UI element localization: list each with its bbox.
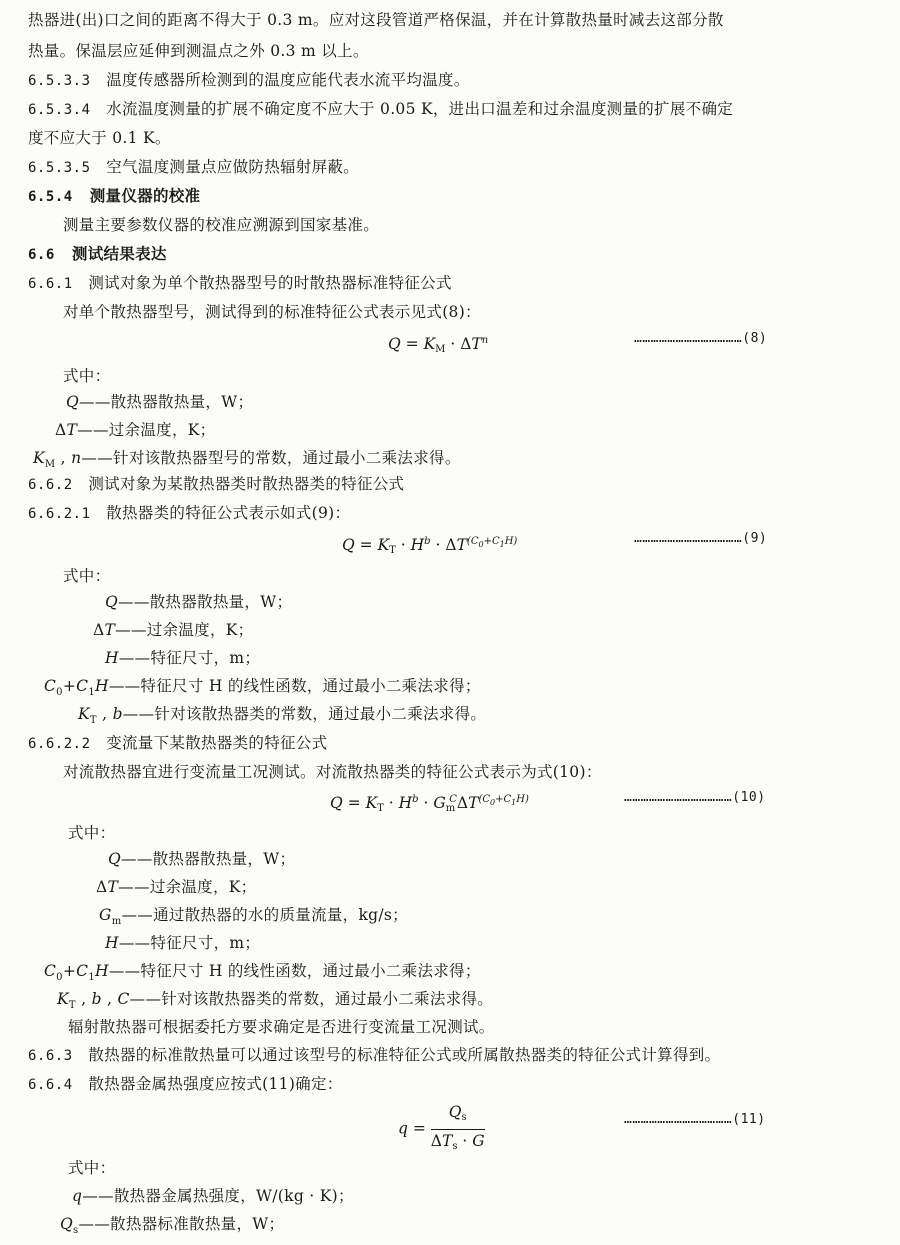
definition-q: Q——散热器散热量，W； [108, 850, 296, 868]
clause-text: 水流温度测量的扩展不确定度不应大于 0.05 K，进出口温差和过余温度测量的扩展不确定 [106, 100, 734, 118]
clause-text: 测试对象为单个散热器型号的时散热器标准特征公式 [88, 274, 452, 292]
paragraph-line: 测量主要参数仪器的校准应溯源到国家基准。 [63, 216, 380, 234]
clause-6-6-2-1 [28, 503, 350, 524]
heading-text: 测试结果表达 [71, 244, 167, 263]
paragraph-line: 辐射散热器可根据委托方要求确定是否进行变流量工况测试。 [68, 1018, 495, 1036]
clause-text: 空气温度测量点应做防热辐射屏蔽。 [106, 158, 360, 176]
clause-6-5-3-5 [28, 157, 359, 178]
where-label: 式中： [63, 367, 111, 385]
definition-kt-b-c: $K_T$ , b , C——针对该散热器类的常数，通过最小二乘法求得。 [57, 990, 494, 1012]
clause-6-6-3 [28, 1045, 720, 1066]
definition-q: Q——散热器散热量，W； [66, 393, 254, 411]
clause-6-6-2-2 [28, 733, 327, 754]
equation-8-reference: …………………………………(8) [634, 331, 768, 346]
clause-6-6-4 [28, 1074, 343, 1095]
clause-number: 6.5.3.3 [28, 73, 91, 89]
equation-11: q = $\frac{Q_s}{\Delta T_s \cdot G}$ [398, 1103, 485, 1152]
definition-delta-t: ΔT——过余温度，K； [55, 421, 216, 439]
clause-6-6-1 [28, 273, 452, 294]
paragraph-line: 度不应大于 0.1 K。 [28, 129, 171, 147]
paragraph-line: 热器进(出)口之间的距离不得大于 0.3 m。应对这段管道严格保温，并在计算散热量时减去这部分散 [28, 11, 724, 29]
paragraph-line: 对单个散热器型号，测试得到的标准特征公式表示见式(8)： [63, 303, 481, 321]
clause-number: 6.5.4 [28, 189, 73, 205]
clause-text: 温度传感器所检测到的温度应能代表水流平均温度。 [106, 71, 470, 89]
clause-number: 6.6.4 [28, 1077, 73, 1093]
clause-text: 散热器类的特征公式表示如式(9)： [106, 504, 351, 522]
definition-qs: $Q_s——$散热器标准散热量，W； [60, 1215, 285, 1237]
definition-delta-t: ΔT——过余温度，K； [93, 621, 254, 639]
heading-6-6 [28, 244, 167, 265]
paragraph-line: 热量。保温层应延伸到测温点之外 0.3 m 以上。 [28, 42, 369, 60]
definition-q-lower: q——散热器金属热强度，W/(kg · K)； [72, 1187, 354, 1205]
definition-h: H——特征尺寸，m； [105, 649, 261, 667]
clause-number: 6.6.1 [28, 276, 73, 292]
clause-number: 6.6.3 [28, 1048, 73, 1064]
definition-c0-c1h: $C_0+C_1H——$特征尺寸 H 的线性函数，通过最小二乘法求得； [44, 962, 481, 984]
equation-9-reference: …………………………………(9) [634, 531, 768, 546]
where-label: 式中： [68, 1159, 116, 1177]
definition-q: Q——散热器散热量，W； [105, 593, 293, 611]
equation-8: $Q = K_M \cdot \Delta T^n$ [388, 335, 489, 355]
clause-text: 变流量下某散热器类的特征公式 [106, 734, 328, 752]
equation-11-reference: …………………………………(11) [624, 1112, 766, 1127]
clause-number: 6.5.3.5 [28, 160, 91, 176]
clause-number: 6.6.2.1 [28, 506, 91, 522]
equation-10: $Q = K_T \cdot H^b \cdot G_m^C\Delta T^{(C_0+C_1H)}$ [330, 794, 529, 814]
definition-c0-c1h: $C_0+C_1H——$特征尺寸 H 的线性函数，通过最小二乘法求得； [44, 677, 481, 699]
clause-text: 散热器金属热强度应按式(11)确定： [88, 1075, 343, 1093]
clause-number: 6.6 [28, 247, 55, 263]
clause-6-6-2 [28, 474, 404, 495]
heading-text: 测量仪器的校准 [89, 186, 201, 205]
definition-h: H——特征尺寸，m； [105, 934, 261, 952]
clause-6-5-3-3 [28, 70, 470, 91]
where-label: 式中： [68, 824, 116, 842]
equation-10-reference: …………………………………(10) [624, 790, 766, 805]
clause-text: 散热器的标准散热量可以通过该型号的标准特征公式或所属散热器类的特征公式计算得到。 [88, 1046, 721, 1064]
paragraph-line: 对流散热器宜进行变流量工况测试。对流散热器类的特征公式表示为式(10)： [63, 763, 602, 781]
clause-text: 测试对象为某散热器类时散热器类的特征公式 [88, 475, 405, 493]
definition-kt-b: $K_T$ , b——针对该散热器类的常数，通过最小二乘法求得。 [78, 705, 487, 727]
definition-delta-t: ΔT——过余温度，K； [96, 878, 257, 896]
where-label: 式中： [63, 567, 111, 585]
clause-number: 6.6.2 [28, 477, 73, 493]
clause-6-5-3-4 [28, 99, 733, 120]
definition-km-n: $K_M$ , n——针对该散热器型号的常数，通过最小二乘法求得。 [33, 449, 461, 471]
clause-number: 6.5.3.4 [28, 102, 91, 118]
definition-gm: $G_m——$通过散热器的水的质量流量，kg/s； [99, 906, 408, 928]
equation-9: $Q = K_T \cdot H^b \cdot \Delta T^{(C_0+C_1H)}$ [342, 536, 518, 556]
heading-6-5-4 [28, 186, 200, 207]
clause-number: 6.6.2.2 [28, 736, 91, 752]
